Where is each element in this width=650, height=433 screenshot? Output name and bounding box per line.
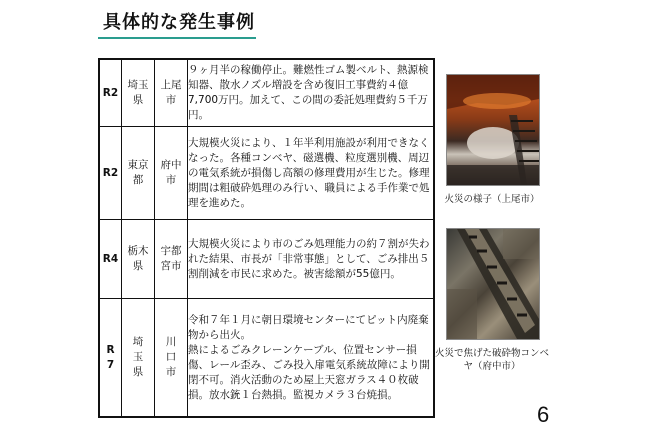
description-cell: 大規模火災により市のごみ処理能力の約７割が失われた結果、市長が「非常事態」として、ごみ排出５割削減を市民に求めた。被害総額が55億円。: [188, 220, 435, 299]
city-text: 上尾: [160, 79, 182, 91]
city-text: 口: [165, 351, 177, 363]
fire-scene-image: [447, 75, 539, 185]
year-cell: R2: [99, 127, 122, 220]
city-text: 宮市: [160, 260, 182, 272]
city-text: 府中: [160, 159, 182, 171]
table-row: [99, 220, 434, 299]
city-text: 市: [165, 174, 177, 186]
prefecture-text: 埼玉: [127, 79, 149, 91]
city-text: 市: [165, 366, 177, 378]
prefecture-text: 都: [132, 174, 144, 186]
city-cell: [155, 220, 188, 299]
city-text: 川: [165, 336, 177, 348]
fire-photo: [446, 74, 540, 186]
title-underline: [98, 37, 256, 39]
prefecture-text: 県: [132, 366, 144, 378]
prefecture-text: 玉: [132, 351, 144, 363]
page-number: 6: [537, 402, 550, 427]
prefecture-cell: [122, 299, 155, 418]
burnt-conveyor-photo: [446, 228, 540, 340]
description-cell: ９ヶ月半の稼働停止。難燃性ゴム製ベルト、熱源検知器、散水ノズル増設を含め復旧工事費約４億7,700万円。加えて、この間の委託処理費約５千万円。: [188, 59, 435, 127]
prefecture-text: 埼: [132, 336, 144, 348]
description-cell: 大規模火災により、１年半利用施設が利用できなくなった。各種コンベヤ、磁選機、粒度選別機、周辺の電気系統が損傷し高額の修理費用が生じた。修理期間は粗破砕処理のみ行い、職員による手作業で処理を進めた。: [188, 127, 435, 220]
year-text: R: [106, 343, 115, 356]
city-text: 市: [165, 94, 177, 106]
table-row: [99, 59, 434, 127]
city-cell: [155, 299, 188, 418]
city-cell: [155, 59, 188, 127]
prefecture-text: 県: [132, 260, 144, 272]
year-cell: [99, 299, 122, 418]
incident-table: [98, 58, 435, 418]
year-cell: R2: [99, 59, 122, 127]
burnt-conveyor-image: [447, 229, 539, 339]
prefecture-text: 県: [132, 94, 144, 106]
photo-caption: 火災の様子（上尾市）: [444, 194, 540, 205]
city-text: 宇都: [160, 245, 182, 257]
table-row: [99, 127, 434, 220]
prefecture-cell: [122, 127, 155, 220]
prefecture-cell: [122, 220, 155, 299]
prefecture-text: 東京: [127, 159, 149, 171]
page-title: 具体的な発生事例: [103, 12, 255, 33]
year-text: 7: [106, 358, 115, 371]
year-cell: R4: [99, 220, 122, 299]
prefecture-cell: [122, 59, 155, 127]
photo-caption: 火災で焦げた破砕物コンベヤ（府中市）: [434, 348, 549, 372]
description-cell: 令和７年１月に朝日環境センターにてピット内廃棄物から出火。 熱によるごみクレーンケーブル、位置センサー損傷、レール歪み、ごみ投入扉電気系統故障により開閉不可。消火活動のため屋上天窓ガラス４０枚破損。放水銃１台熱損。監視カメラ３台焼損。: [188, 299, 435, 418]
city-cell: [155, 127, 188, 220]
prefecture-text: 栃木: [127, 245, 149, 257]
table-row: [99, 299, 434, 418]
